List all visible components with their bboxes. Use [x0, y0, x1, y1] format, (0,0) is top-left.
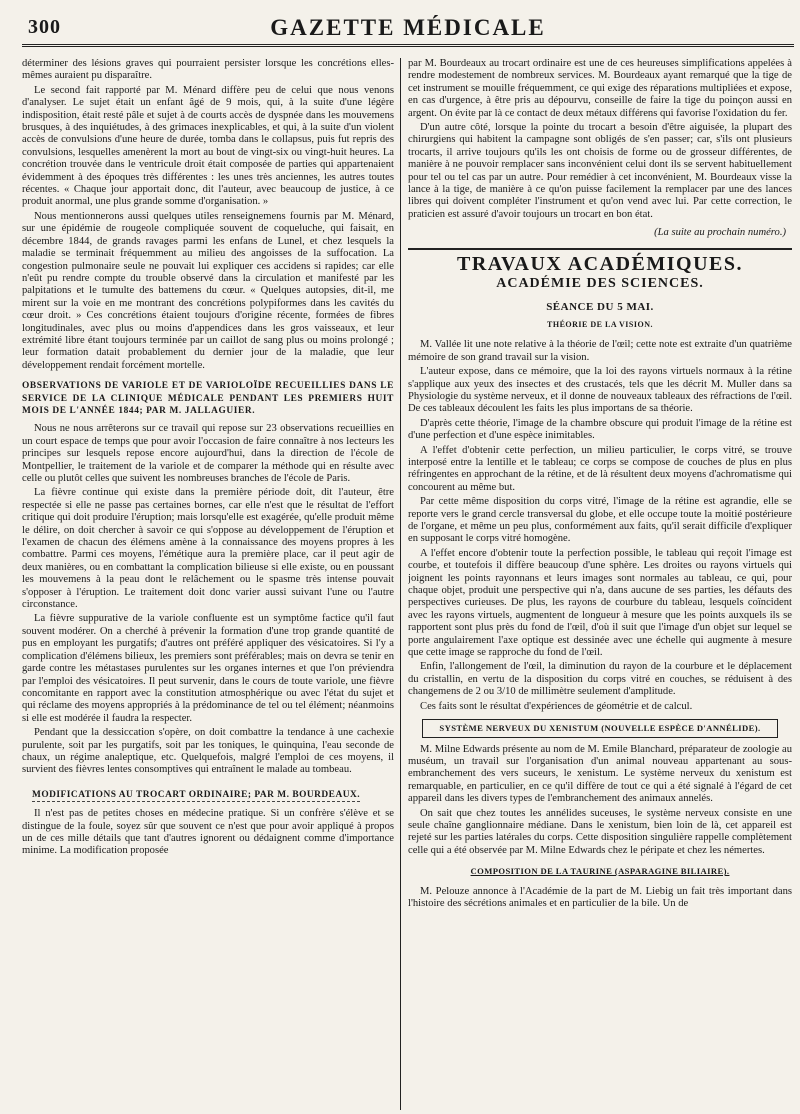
topic-heading-xenistum: SYSTÈME NERVEUX DU XENISTUM (NOUVELLE ESPÈCE D'ANNÉLIDE).: [422, 719, 778, 737]
left-paragraph-2: Le second fait rapporté par M. Ménard diffère peu de celui que nous venons d'analyser. Le sujet était un enfant âgé de 9 mois, qui, à la suite d'une légère indisposition, était resté pâle et sujet à de courts accès de dyspnée dans les mouvemens brusques, à des inquiétudes, à des grimaces inexplicables, et qui, à la suite d'un violent accès de convulsions d'une heure de durée, tomba dans le collapsus, puis fut repris des convulsions, lesquelles amenèrent la mort au bout de vingt-six ou vingt-huit heures. La concrétion trouvée dans le ventricule droit était composée de parties qui appartenaient évidemment à des époques très différentes : les unes très anciennes, les autres toutes récentes. « Chaque jour apportait donc, dit l'auteur, avec beaucoup de justice, à ce produit anormal, une plus grande somme d'organisation. »: [22, 84, 394, 208]
page-number: 300: [28, 16, 61, 38]
article-heading-variole: OBSERVATIONS DE VARIOLE ET DE VARIOLOÏDE RECUEILLIES DANS LE SERVICE DE LA CLINIQUE MÉDICALE PENDANT LES PREMIERS HUIT MOIS DE L'ANNÉE 1844; PAR M. JALLAGUIER.: [22, 381, 394, 416]
left-paragraph-4: Nous ne nous arrêterons sur ce travail qui repose sur 23 observations recueillies en un court espace de temps que pour avoir l'occasion de faire connaître à nos lecteurs les principes sur lesquels repose encore aujourd'hui, dans la direction de l'école de Montpellier, le traitement de la variole et de comparer la méthode qui en résulte avec celle ou plutôt celles que suivent les nombreuses branches de l'école de Paris.: [22, 423, 394, 484]
academy-heading: ACADÉMIE DES SCIENCES.: [496, 276, 704, 292]
article-heading-trocart: MODIFICATIONS AU TROCART ORDINAIRE; PAR M. BOURDEAUX.: [32, 789, 360, 802]
left-paragraph-7: Pendant que la dessiccation s'opère, on doit combattre la tendance à une cachexie purulente, soit par les purgatifs, soit par les toniques, le quinquina, l'eau seconde de chaux, un régime analeptique, etc. Quelquefois, malgré l'emploi de ces moyens, il survient des fièvres lentes consomptives qui entraînent le malade au tombeau.: [22, 727, 394, 776]
column-divider: [400, 58, 401, 1110]
right-paragraph-11: M. Milne Edwards présente au nom de M. Emile Blanchard, préparateur de zoologie au muséum, un travail sur l'organisation d'un animal nouveau appartenant au sous-embranchement des vers suceurs, le xenistum. Le système nerveux du xenistum est remarquable, en particulier, en ce qu'il diffère de tout ce qui a été signalé à l'égard de cet appareil dans les divers types de l'embranchement des animaux annelés.: [408, 743, 792, 805]
session-date: SÉANCE DU 5 MAI.: [546, 300, 654, 313]
continuation-note: (La suite au prochain numéro.): [654, 227, 786, 239]
left-column: [22, 58, 394, 1110]
right-paragraph-9: Enfin, l'allongement de l'œil, la diminution du rayon de la courbure et le déplacement du cristallin, en vertu de la disposition du corps vitré en couches, se réduisent à des changemens de 2 ou 3/10 de millimètre seulement d'amplitude.: [408, 661, 792, 698]
right-paragraph-6: A l'effet d'obtenir cette perfection, un milieu particulier, le corps vitré, se trouve interposé entre la lentille et le tableau; ce corps se compose de couches de plus en plus réfringentes en approchant de la rétine, et de là résultent deux moyens d'achromatisme qui concourent au même but.: [408, 444, 792, 493]
left-paragraph-8: Il n'est pas de petites choses en médecine pratique. Si un confrère s'élève et se distingue de la foule, soyez sûr que souvent ce n'est que pour avoir appliqué à propos un de ces mille détails que tant d'autres ignorent ou dédaignent comme d'importance minime. La modification proposée: [22, 808, 394, 857]
left-paragraph-1: déterminer des lésions graves qui pourraient persister lorsque les concrétions elles-mêmes auraient pu disparaître.: [22, 58, 394, 82]
left-paragraph-5: La fièvre continue qui existe dans la première période doit, dit l'auteur, être respectée si elle ne passe pas certaines bornes, car elle n'est que le résultat de l'effort critique qui doit produire l'éruption; mais lorsqu'elle est exagérée, qu'elle produit même le délire, on doit chercher à savoir ce qui s'oppose au développement de l'éruption et l'examen de chacun des élémens amène à la connaissance des moyens propres à les combattre. Parmi ces moyens, l'émétique aura la première place, car il peut agir de deux manières, ou en combattant la complication bilieuse si elle existe, ou en poussant les mouvemens à la peau dont le relâchement ou le spasme très intense pouvait s'opposer à l'éruption. Le traitement doit donc varier aussi suivant l'une ou l'autre circonstance.: [22, 487, 394, 611]
right-column: [408, 58, 792, 1110]
page-header: [22, 14, 794, 47]
right-paragraph-3: M. Vallée lit une note relative à la théorie de l'œil; cette note est extraite d'un quatrième mémoire de son grand travail sur la vision.: [408, 339, 792, 363]
right-paragraph-7: Par cette même disposition du corps vitré, l'image de la rétine est agrandie, elle se reporte vers le grand cercle transversal du globe, et elle occupe toute la moitié postérieure de l'organe, et même un peu plus, conformément aux faits, qu'il serait difficile d'expliquer en supposant le corps vitré homogène.: [408, 496, 792, 545]
topic-heading-taurine: COMPOSITION DE LA TAURINE (ASPARAGINE BILIAIRE).: [470, 866, 730, 877]
right-paragraph-1: par M. Bourdeaux au trocart ordinaire est une de ces heureuses simplifications appelées à rendre modestement de nombreux services. M. Bourdeaux ayant remarqué que la tige de cet instrument se mouille fréquemment, ce qui exige des réparations multipliées et expose, en cas d'urgence, à être pris au dépourvu, conseille de faire la tige du poinçon aussi en argent. On évite par là ce contact de deux métaux différens qui favorise l'oxidation du fer.: [408, 58, 792, 119]
right-paragraph-2: D'un autre côté, lorsque la pointe du trocart a besoin d'être aiguisée, la plupart des chirurgiens qui habitent la campagne sont obligés de s'en passer; car, s'ils ont plusieurs trocarts, il arrive toujours qu'ils les ont choisis de forme ou de grosseur différentes, de manière à ne pouvoir remplacer sans inconvénient celui dont ils se servent habituellement pour tel ou tel cas par un autre. Pour remédier à cet inconvénient, M. Bourdeaux visse la lance à la tige, de manière à ce qu'on puisse facilement la remplacer par une des lances libres qui doivent compléter l'instrument et qu'on vend avec lui. Par cette correction, le praticien est assuré d'avoir toujours un trocart en bon état.: [408, 122, 792, 220]
topic-heading-vision: THÉORIE DE LA VISION.: [547, 319, 653, 329]
right-paragraph-13: M. Pelouze annonce à l'Académie de la part de M. Liebig un fait très important dans l'histoire des sécrétions animales et en particulier de la bile. Un de: [408, 885, 792, 909]
right-paragraph-12: On sait que chez toutes les annélides suceuses, le système nerveux consiste en une seule chaîne ganglionnaire médiane. Dans le xenistum, bien loin de là, cet appareil est rejeté sur les parties latérales du corps. Cette disposition singulière rappelle complètement celle qui a été observée par M. Milne Edwards chez le péripate et chez les némertes.: [408, 807, 792, 856]
right-paragraph-8: A l'effet encore d'obtenir toute la perfection possible, le tableau qui reçoit l'image est courbe, et toutefois il diffère beaucoup d'une sphère. Les droites ou rayons virtuels qui joignent les points rayonnans et leurs images sont normales au tableau, ce qui, pour chaque objet, produit une perspective qui n'a, dans aucune de ses parties, les défauts des perspectives curieuses. De plus, les rayons de courbure du tableau, lesquels coïncident avec les rayons virtuels, augmentent de longueur à mesure que les points auxquels ils se rapportent sont plus près du fond de l'œil, d'où il suit que l'image d'un objet sur lequel se porte angulairement l'axe optique est dessinée avec une échelle qui augmente à mesure que cette image se rapproche du fond de l'œil.: [408, 547, 792, 659]
right-paragraph-4: L'auteur expose, dans ce mémoire, que la loi des rayons virtuels normaux à la rétine s'applique aux yeux des insectes et des crustacés, tels que les décrit M. Muller dans sa Physiologie du système nerveux, et il donne de nouveaux tableaux des réfractions de l'œil. De ces tableaux découlent les faits les plus importans de sa théorie.: [408, 366, 792, 415]
right-paragraph-5: D'après cette théorie, l'image de la chambre obscure qui produit l'image de la rétine est d'une perfection et d'une espèce inimitables.: [408, 417, 792, 442]
right-paragraph-10: Ces faits sont le résultat d'expériences de géométrie et de calcul.: [420, 700, 693, 712]
left-paragraph-3: Nous mentionnerons aussi quelques utiles renseignemens fournis par M. Ménard, sur une épidémie de rougeole compliquée souvent de coqueluche, qui faisait, en décembre 1844, de grands ravages parmi les enfans de Lunel, et chez lesquels la maladie se terminait fréquemment au milieu des angoisses de la suffocation. La congestion pulmonaire seule ne pouvait lui expliquer ces accidens si rapides; car elle n'eût pu rendre compte du trouble observé dans la circulation et manifesté par les palpitations et le tumulte des battemens du cœur. « Quelques autopsies, dit-il, me mirent sur la voie en me montrant des concrétions polypiformes dans les cavités du cœur droit. » Ces concrétions étaient toujours d'origine récente, formées de fibres longitudinales, avec plus ou moins d'appendices dans les gros vaisseaux, et leur extrémité libre étant toujours terminée par un caillot de sang plus ou moins prolongé ; leur formation datait probablement du dernier jour de la maladie, que leur développement rendait forcément mortelle.: [22, 210, 394, 371]
section-rule: [408, 248, 792, 250]
left-paragraph-6: La fièvre suppurative de la variole confluente est un symptôme factice qu'il faut souvent modérer. On a cherché à prévenir la formation d'une trop grande quantité de pus en employant les purgatifs; d'autres ont préféré appliquer des vésicatoires. Si l'y a complication d'élémens bilieux, les premiers sont préférables; mais on devra se tenir en garde contre les métastases purulentes sur les organes internes et que l'on préviendra par l'emploi des vésicatoires. Il peut survenir, dans le cours de toute variole, une fièvre concomitante en rapport avec la constitution atmosphérique ou avec l'état du sujet et qui réclame des moyens appropriés à la prédominance de tel ou tel élément; néanmoins si elle est modérée il faudra la respecter.: [22, 613, 394, 724]
section-title: TRAVAUX ACADÉMIQUES.: [457, 252, 743, 275]
journal-title: GAZETTE MÉDICALE: [270, 15, 546, 40]
